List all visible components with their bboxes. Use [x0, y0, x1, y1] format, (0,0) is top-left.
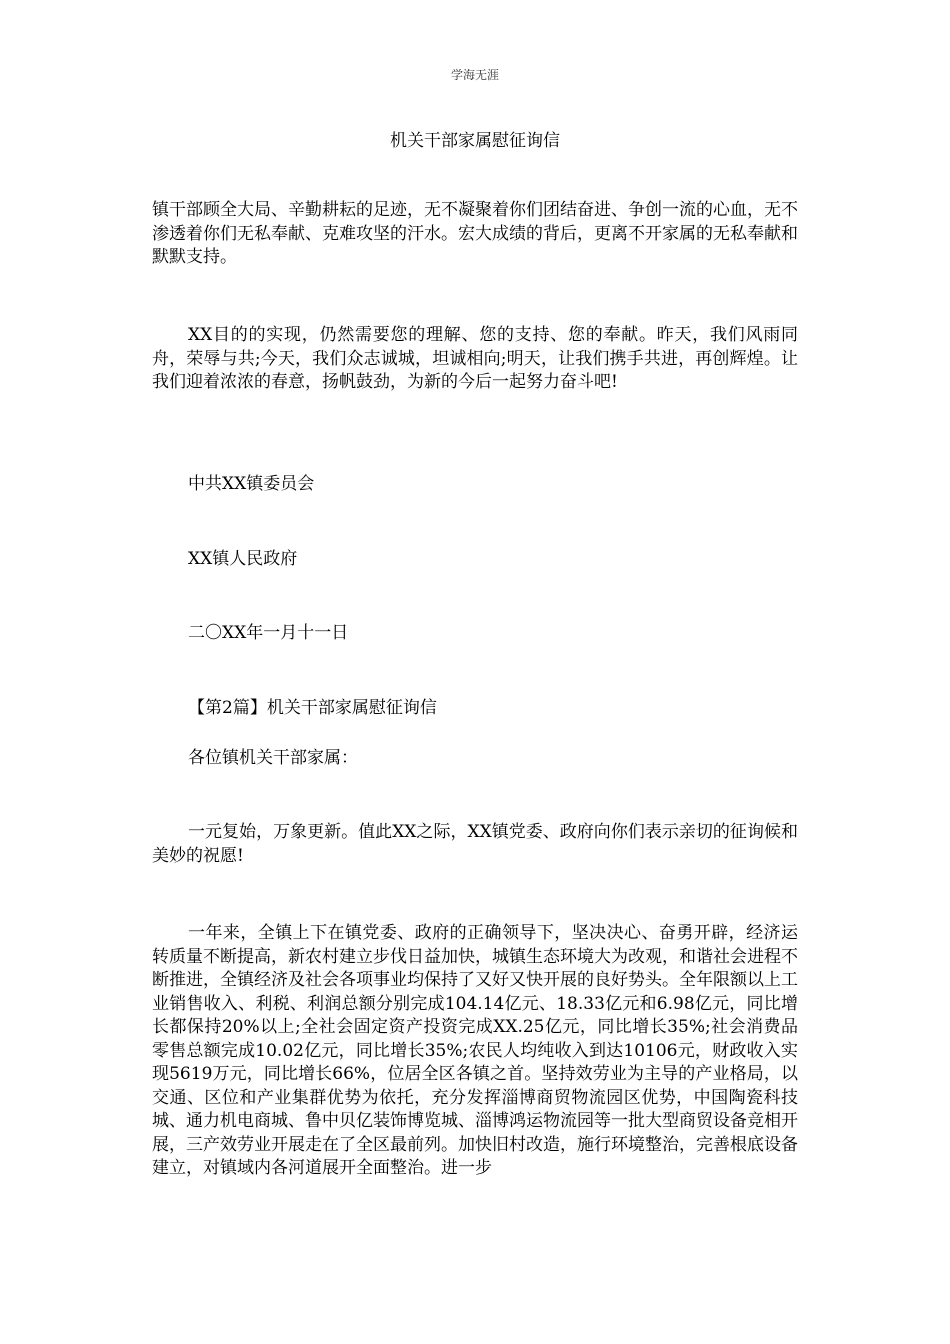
page-header: 学海无涯 — [450, 68, 499, 82]
section-2-heading: 【第2篇】机关干部家属慰征询信 — [188, 698, 437, 718]
paragraph-greeting: 一元复始，万象更新。值此XX之际，XX镇党委、政府向你们表示亲切的征询候和美妙的祝愿! — [152, 822, 798, 866]
signature-date: 二〇XX年一月十一日 — [188, 623, 349, 643]
paragraph-1: 镇干部顾全大局、辛勤耕耘的足迹，无不凝聚着你们团结奋进、争创一流的心血，无不渗透着你们无私奉献、克难攻坚的汗水。宏大成绩的背后，更离不开家属的无私奉献和默默支持。 — [152, 200, 798, 267]
signature-committee: 中共XX镇委员会 — [188, 474, 315, 494]
document-title: 机关干部家属慰征询信 — [390, 131, 560, 151]
signature-government: XX镇人民政府 — [188, 549, 298, 569]
paragraph-2: XX目的的实现，仍然需要您的理解、您的支持、您的奉献。昨天，我们风雨同舟，荣辱与共;今天，我们众志诚城，坦诚相向;明天，让我们携手共进，再创辉煌。让我们迎着浓浓的春意，扬帆鼓劲，为新的今后一起努力奋斗吧! — [152, 325, 798, 392]
paragraph-review: 一年来，全镇上下在镇党委、政府的正确领导下，坚决决心、奋勇开辟，经济运转质量不断提高，新农村建立步伐日益加快，城镇生态环境大为改观，和谐社会进程不断推进，全镇经济及社会各项事业均保持了又好又快开展的良好势头。全年限额以上工业销售收入、利税、利润总额分别完成104.14亿元、18.33亿元和6.98亿元，同比增长都保持20%以上;全社会固定资产投资完成XX.25亿元，同比增长35%;社会消费品零售总额完成10.02亿元，同比增长35%;农民人均纯收入到达10106元，财政收入实现5619万元，同比增长66%，位居全区各镇之首。坚持效劳业为主导的产业格局，以交通、区位和产业集群优势为依托，充分发挥淄博商贸物流园区优势，中国陶瓷科技城、通力机电商城、鲁中贝亿装饰博览城、淄博鸿运物流园等一批大型商贸设备竞相开展，三产效劳业开展走在了全区最前列。加快旧村改造，施行环境整治，完善根底设备建立，对镇域内各河道展开全面整治。进一步 — [152, 923, 798, 1178]
salutation: 各位镇机关干部家属： — [188, 748, 358, 768]
